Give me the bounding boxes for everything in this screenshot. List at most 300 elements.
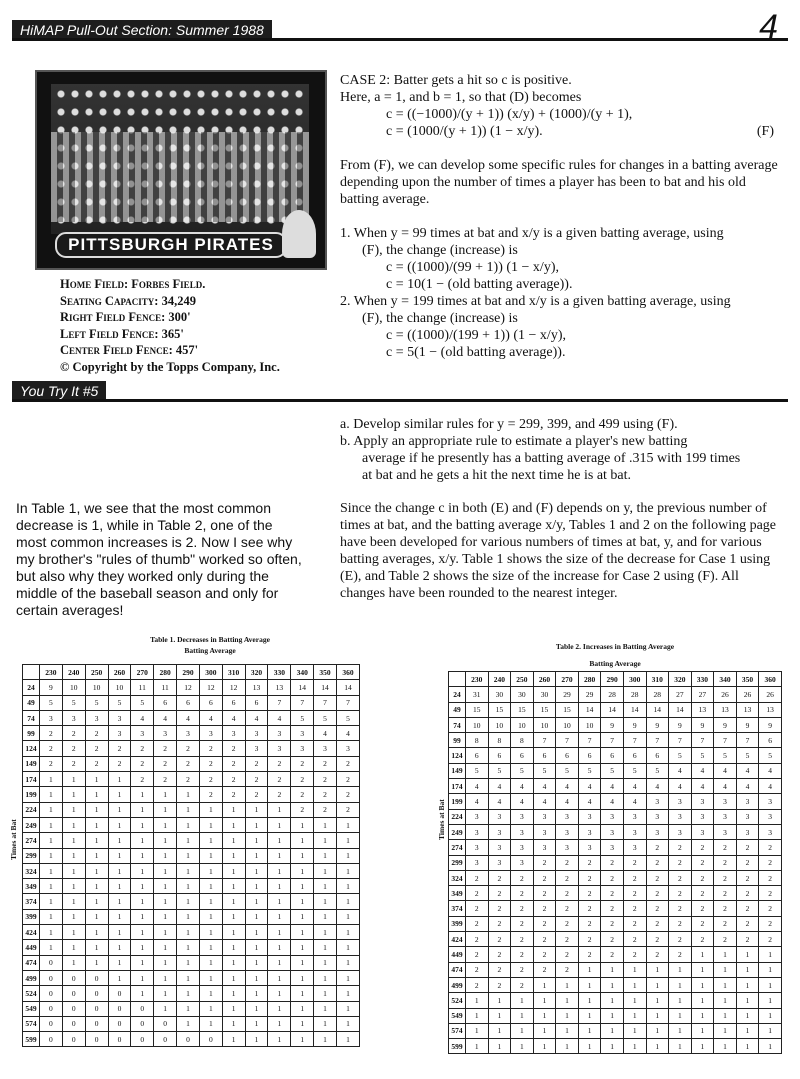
table1-cell: 11 <box>154 680 177 695</box>
team-info <box>60 276 280 375</box>
table1-cell: 1 <box>62 863 85 878</box>
table2-cell: 1 <box>759 1023 782 1038</box>
table1-cell: 1 <box>222 955 245 970</box>
table2-cell: 3 <box>511 824 534 839</box>
table1-cell: 1 <box>40 833 63 848</box>
table2-cell: 2 <box>488 947 511 962</box>
table1-cell: 2 <box>336 772 359 787</box>
table1-cell: 1 <box>314 909 337 924</box>
table1-cell: 1 <box>222 1032 245 1047</box>
table1-cell: 7 <box>268 695 291 710</box>
table2-cell: 1 <box>623 1008 646 1023</box>
table1-cell: 1 <box>154 802 177 817</box>
table1-cell: 1 <box>222 909 245 924</box>
table2-row <box>449 840 782 855</box>
table2-cell: 5 <box>714 748 737 763</box>
table2-col-header: 260 <box>533 672 556 687</box>
table1-cell: 1 <box>108 955 131 970</box>
table2-cell: 2 <box>556 932 579 947</box>
table2-cell: 2 <box>556 916 579 931</box>
table1-cell: 1 <box>108 925 131 940</box>
table2-cell: 2 <box>669 886 692 901</box>
table2-cell: 2 <box>578 886 601 901</box>
table1-row-header: 99 <box>23 726 40 741</box>
pirate-mascot-icon <box>282 210 316 258</box>
table1-cell: 0 <box>40 970 63 985</box>
table2-cell: 29 <box>556 687 579 702</box>
table1-cell: 1 <box>62 817 85 832</box>
table1-cell: 2 <box>291 787 314 802</box>
table1-cell: 1 <box>131 986 154 1001</box>
table1-cell: 6 <box>199 695 222 710</box>
table2-cell: 29 <box>578 687 601 702</box>
table2-header-row <box>449 672 782 687</box>
table2-cell: 1 <box>736 993 759 1008</box>
table1-cell: 0 <box>131 1016 154 1031</box>
table2-cell: 3 <box>691 794 714 809</box>
table2-cell: 4 <box>623 779 646 794</box>
table1-cell: 1 <box>336 909 359 924</box>
table2-cell: 1 <box>759 962 782 977</box>
table1-row-header: 324 <box>23 863 40 878</box>
table2-cell: 3 <box>646 809 669 824</box>
table1-col-header: 280 <box>154 665 177 680</box>
table1-cell: 1 <box>62 955 85 970</box>
table1-cell: 0 <box>40 1016 63 1031</box>
table2-cell: 3 <box>646 794 669 809</box>
table1-cell: 1 <box>314 925 337 940</box>
table2-cell: 3 <box>466 809 489 824</box>
table2-row-header: 549 <box>449 1008 466 1023</box>
table2-cell: 4 <box>578 794 601 809</box>
table2-cell: 1 <box>578 993 601 1008</box>
table2-cell: 2 <box>488 932 511 947</box>
table1-cell: 1 <box>85 833 108 848</box>
page-number: 4 <box>759 8 778 46</box>
table1-cell: 3 <box>268 741 291 756</box>
table1-cell: 5 <box>62 695 85 710</box>
table1-cell: 3 <box>108 710 131 725</box>
table1-cell: 6 <box>245 695 268 710</box>
table2-row <box>449 763 782 778</box>
table2-cell: 3 <box>466 855 489 870</box>
table2-col-header: 280 <box>578 672 601 687</box>
table2-cell: 2 <box>759 916 782 931</box>
table1-cell: 1 <box>40 940 63 955</box>
table2-cell: 2 <box>691 886 714 901</box>
table1-cell: 0 <box>40 986 63 1001</box>
table2-cell: 1 <box>759 947 782 962</box>
table2-cell: 5 <box>623 763 646 778</box>
table1-cell: 1 <box>40 802 63 817</box>
table2-cell: 2 <box>511 916 534 931</box>
table1-cell: 1 <box>314 833 337 848</box>
table2-row-header: 249 <box>449 824 466 839</box>
table1-cell: 1 <box>40 863 63 878</box>
center-field-fence: Center Field Fence: 457' <box>60 343 199 357</box>
table2-row-header: 299 <box>449 855 466 870</box>
table1-cell: 2 <box>40 726 63 741</box>
table1-cell: 1 <box>268 955 291 970</box>
table2-cell: 15 <box>511 702 534 717</box>
table2-row-header: 99 <box>449 733 466 748</box>
table2-cell: 3 <box>623 824 646 839</box>
table1-row <box>23 879 360 894</box>
table1-cell: 1 <box>222 1016 245 1031</box>
table1-cell: 1 <box>177 863 200 878</box>
table1-cell: 1 <box>131 909 154 924</box>
table2-cell: 2 <box>556 870 579 885</box>
table1-row-header: 49 <box>23 695 40 710</box>
table1-cell: 1 <box>40 925 63 940</box>
table1-cell: 1 <box>40 848 63 863</box>
table1-col-header: 320 <box>245 665 268 680</box>
table2-cell: 3 <box>669 824 692 839</box>
table2-cell: 1 <box>511 1008 534 1023</box>
table1-header-row <box>23 665 360 680</box>
table1-cell: 1 <box>222 986 245 1001</box>
table2-cell: 2 <box>736 916 759 931</box>
table1-row-header: 349 <box>23 879 40 894</box>
table1-col-header: 350 <box>314 665 337 680</box>
table1-col-header: 250 <box>85 665 108 680</box>
table2-cell: 28 <box>601 687 624 702</box>
table2-row-header: 474 <box>449 962 466 977</box>
table2-cell: 2 <box>488 977 511 992</box>
table2-cell: 7 <box>714 733 737 748</box>
table1-cell: 1 <box>154 879 177 894</box>
table1-row <box>23 970 360 985</box>
table1-cell: 3 <box>314 741 337 756</box>
table1-cell: 1 <box>336 848 359 863</box>
table2-cell: 2 <box>601 886 624 901</box>
table2-cell: 3 <box>578 824 601 839</box>
table1-cell: 1 <box>199 894 222 909</box>
table1-cell: 2 <box>291 756 314 771</box>
table2-cell: 2 <box>714 901 737 916</box>
table2-cell: 1 <box>556 1008 579 1023</box>
table1-cell: 2 <box>154 741 177 756</box>
formula-f: c = (1000/(y + 1)) (1 − x/y). <box>386 124 543 139</box>
table1-cell: 1 <box>85 802 108 817</box>
sidebar-note: In Table 1, we see that the most common decrease is 1, while in Table 2, one of the most common increases is 2. Now I see why my brother's "rules of thumb" worked so often, but also why they worked only during the middle of the baseball season and only for certain averages! <box>16 500 302 618</box>
table2-cell: 2 <box>736 855 759 870</box>
table1-cell: 1 <box>314 894 337 909</box>
table1-cell: 2 <box>154 772 177 787</box>
table2-cell: 1 <box>714 993 737 1008</box>
table2-cell: 3 <box>488 855 511 870</box>
table2-cell: 1 <box>714 947 737 962</box>
table1-cell: 5 <box>336 710 359 725</box>
table2-cell: 15 <box>556 702 579 717</box>
table1-cell: 1 <box>154 986 177 1001</box>
table2-cell: 2 <box>511 901 534 916</box>
table2-cell: 6 <box>646 748 669 763</box>
table2-cell: 1 <box>556 993 579 1008</box>
table2-cell: 4 <box>488 794 511 809</box>
body-paragraph: Since the change c in both (E) and (F) depends on y, the previous number of times at bat, and the batting average x/y, Tables 1 and 2 on the following page have been developed for various numbers of times at bat, y, and for various batting averages, x/y. Table 1 shows the size of the decrease for Case 1 using (E), and Table 2 shows the size of the increase for Case 2 using (F). All changes have been rounded to the nearest integer. <box>340 501 777 601</box>
table2-cell: 1 <box>691 977 714 992</box>
table1-cell: 1 <box>268 925 291 940</box>
table2-cell: 1 <box>646 1008 669 1023</box>
table1-cell: 1 <box>268 817 291 832</box>
table2-cell: 15 <box>466 702 489 717</box>
header-rule <box>12 38 788 41</box>
table2-row <box>449 1023 782 1038</box>
table1-cell: 1 <box>291 1032 314 1047</box>
table2-cell: 2 <box>669 855 692 870</box>
table2-cell: 1 <box>533 1023 556 1038</box>
table1-cell: 1 <box>291 848 314 863</box>
table2-cell: 14 <box>623 702 646 717</box>
table1-cell: 1 <box>314 1016 337 1031</box>
table2-cell: 2 <box>623 855 646 870</box>
table1-cell: 2 <box>245 756 268 771</box>
table1-cell: 2 <box>177 772 200 787</box>
table1-row-header: 524 <box>23 986 40 1001</box>
table2-cell: 1 <box>759 1039 782 1054</box>
table2-cell: 4 <box>759 779 782 794</box>
table2-cell: 3 <box>488 824 511 839</box>
table2-cell: 2 <box>736 932 759 947</box>
table1-cell: 1 <box>131 879 154 894</box>
table1-cell: 5 <box>131 695 154 710</box>
table1-cell: 2 <box>85 741 108 756</box>
table1-cell: 1 <box>199 879 222 894</box>
table1-cell: 1 <box>131 940 154 955</box>
table2-cell: 9 <box>691 717 714 732</box>
table2-row <box>449 962 782 977</box>
table2-cell: 1 <box>533 977 556 992</box>
table2-cell: 3 <box>578 809 601 824</box>
table2-cell: 2 <box>556 901 579 916</box>
table2-cell: 1 <box>556 1023 579 1038</box>
table2-row-header: 174 <box>449 779 466 794</box>
table2-cell: 5 <box>646 763 669 778</box>
table1-cell: 0 <box>62 986 85 1001</box>
table2-cell: 26 <box>736 687 759 702</box>
table2-row <box>449 916 782 931</box>
table1-cell: 1 <box>131 955 154 970</box>
table2-cell: 2 <box>669 840 692 855</box>
table2-cell: 7 <box>736 733 759 748</box>
table1-row-header: 24 <box>23 680 40 695</box>
table1-cell: 1 <box>154 940 177 955</box>
table2-cell: 2 <box>714 916 737 931</box>
table2-cell: 2 <box>736 901 759 916</box>
table2-cell: 1 <box>601 1008 624 1023</box>
table1-row-header: 124 <box>23 741 40 756</box>
table1-cell: 1 <box>131 863 154 878</box>
table1-cell: 1 <box>314 970 337 985</box>
table1-cell: 2 <box>131 741 154 756</box>
table1-cell: 10 <box>108 680 131 695</box>
rule1-line: 1. When y = 99 times at bat and x/y is a given batting average, using <box>340 226 724 241</box>
table1-cell: 3 <box>291 741 314 756</box>
table1-cell: 2 <box>314 787 337 802</box>
table1-cell: 1 <box>85 817 108 832</box>
table1-row <box>23 787 360 802</box>
table1-cell: 2 <box>245 787 268 802</box>
table1-row <box>23 741 360 756</box>
table1-cell: 1 <box>268 863 291 878</box>
table2-cell: 2 <box>691 855 714 870</box>
table2-row <box>449 855 782 870</box>
table2-cell: 9 <box>601 717 624 732</box>
table2-cell: 1 <box>578 962 601 977</box>
table2-cell: 30 <box>511 687 534 702</box>
table2-cell: 3 <box>466 824 489 839</box>
table2-cell: 3 <box>759 824 782 839</box>
table2-cell: 13 <box>691 702 714 717</box>
table2-cell: 9 <box>736 717 759 732</box>
table2-row <box>449 809 782 824</box>
table1-cell: 7 <box>336 695 359 710</box>
table1-cell: 1 <box>108 909 131 924</box>
table2-cell: 1 <box>533 1039 556 1054</box>
table1-cell: 2 <box>268 756 291 771</box>
table2-cell: 3 <box>714 809 737 824</box>
table2-cell: 2 <box>759 855 782 870</box>
table2-cell: 2 <box>533 886 556 901</box>
table2-cell: 1 <box>578 1008 601 1023</box>
table2-cell: 3 <box>556 809 579 824</box>
table1-cell: 2 <box>199 772 222 787</box>
table2-cell: 2 <box>578 855 601 870</box>
table2-cell: 4 <box>646 779 669 794</box>
table2-cell: 3 <box>691 824 714 839</box>
table2-cell: 2 <box>466 916 489 931</box>
table2-cell: 3 <box>736 794 759 809</box>
table2-cell: 9 <box>669 717 692 732</box>
table1-cell: 2 <box>314 802 337 817</box>
table1-row-header: 249 <box>23 817 40 832</box>
table2-cell: 1 <box>488 1008 511 1023</box>
table1-row-header: 449 <box>23 940 40 955</box>
table1-cell: 1 <box>154 955 177 970</box>
table2-cell: 6 <box>623 748 646 763</box>
table1-cell: 1 <box>177 848 200 863</box>
table2-cell: 1 <box>714 1008 737 1023</box>
table2-cell: 1 <box>488 1039 511 1054</box>
table2-row <box>449 702 782 717</box>
table2-cell: 2 <box>511 932 534 947</box>
exercise-b: b. Apply an appropriate rule to estimate a player's new batting <box>340 434 688 449</box>
table1-row <box>23 848 360 863</box>
table1-row <box>23 772 360 787</box>
table1-cell: 1 <box>199 970 222 985</box>
table2-col-header: 300 <box>623 672 646 687</box>
table1-cell: 1 <box>62 833 85 848</box>
section-title: HiMAP Pull-Out Section: Summer 1988 <box>20 22 264 38</box>
table2-cell: 15 <box>488 702 511 717</box>
table2-cell: 3 <box>601 824 624 839</box>
table2-row-header: 574 <box>449 1023 466 1038</box>
table1-row-header: 424 <box>23 925 40 940</box>
table1-cell: 1 <box>154 848 177 863</box>
table2-cell: 1 <box>623 1023 646 1038</box>
table1-row <box>23 894 360 909</box>
table1-cell: 9 <box>40 680 63 695</box>
table2-cell: 1 <box>736 962 759 977</box>
table1-cell: 1 <box>40 894 63 909</box>
table1-col-header: 270 <box>131 665 154 680</box>
table1-row-header: 574 <box>23 1016 40 1031</box>
table1-cell: 1 <box>85 894 108 909</box>
case2-heading: CASE 2: Batter gets a hit so c is positive. <box>340 73 572 88</box>
table2-cell: 2 <box>691 916 714 931</box>
table1-cell: 1 <box>108 772 131 787</box>
table2-cell: 1 <box>466 1039 489 1054</box>
table2-cell: 27 <box>669 687 692 702</box>
table2-cell: 1 <box>578 1023 601 1038</box>
table1-row <box>23 955 360 970</box>
table1-cell: 1 <box>336 879 359 894</box>
table2-row <box>449 779 782 794</box>
table2-cell: 30 <box>488 687 511 702</box>
table1-cell: 1 <box>154 833 177 848</box>
table1-cell: 1 <box>199 940 222 955</box>
table2-cell: 2 <box>759 870 782 885</box>
table1-cell: 1 <box>291 863 314 878</box>
table2-row-header: 349 <box>449 886 466 901</box>
section-banner <box>12 20 272 40</box>
table2-cell: 2 <box>511 870 534 885</box>
table2-cell: 1 <box>714 1039 737 1054</box>
table1-cell: 1 <box>291 833 314 848</box>
table1-cell: 0 <box>85 1032 108 1047</box>
table2-cell: 4 <box>669 763 692 778</box>
table2-cell: 9 <box>714 717 737 732</box>
table1-cell: 2 <box>131 772 154 787</box>
table1-cell: 7 <box>291 695 314 710</box>
table2-cell: 2 <box>601 947 624 962</box>
table2-cell: 3 <box>623 840 646 855</box>
table2-row <box>449 901 782 916</box>
table2-cell: 2 <box>714 855 737 870</box>
table2-cell: 2 <box>466 962 489 977</box>
rule1-line: c = 10(1 − (old batting average)). <box>386 277 573 292</box>
table2-cell: 8 <box>488 733 511 748</box>
table1-cell: 1 <box>336 955 359 970</box>
table1-cell: 6 <box>177 695 200 710</box>
table1-cell: 1 <box>199 1001 222 1016</box>
table1-cell: 1 <box>131 787 154 802</box>
table2-cell: 4 <box>759 763 782 778</box>
table2-cell: 1 <box>466 993 489 1008</box>
table1-row-header: 174 <box>23 772 40 787</box>
table2-row-header: 374 <box>449 901 466 916</box>
table2-cell: 2 <box>578 870 601 885</box>
table2-col-header: 320 <box>669 672 692 687</box>
table2-cell: 5 <box>511 763 534 778</box>
table2-cell: 1 <box>578 1039 601 1054</box>
table2-cell: 1 <box>669 1008 692 1023</box>
table2-cell: 5 <box>466 763 489 778</box>
table1-cell: 1 <box>40 772 63 787</box>
table1-row-header: 274 <box>23 833 40 848</box>
table2-cell: 7 <box>578 733 601 748</box>
table2-cell: 1 <box>691 1023 714 1038</box>
table2-row-header: 199 <box>449 794 466 809</box>
table2-cell: 15 <box>533 702 556 717</box>
table2-cell: 4 <box>556 794 579 809</box>
table1-cell: 1 <box>245 863 268 878</box>
table1-cell: 1 <box>199 909 222 924</box>
table2-cell: 4 <box>736 763 759 778</box>
table1-cell: 12 <box>222 680 245 695</box>
table1-cell: 1 <box>268 894 291 909</box>
